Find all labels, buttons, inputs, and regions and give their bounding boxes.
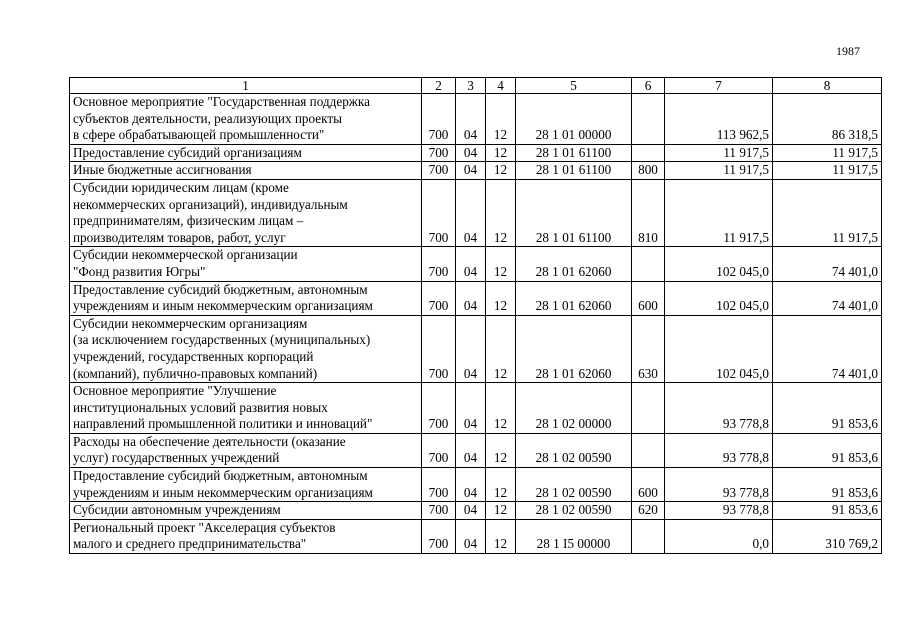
row-name-cell: Предоставление субсидий бюджетным, автономным учреждениям и иным некоммерческим организациям (70, 468, 422, 502)
section-code-cell: 04 (456, 519, 486, 553)
expense-type-cell (632, 144, 665, 162)
column-header: 5 (516, 78, 632, 94)
header-row (70, 78, 882, 94)
amount-col7-cell: 11 917,5 (665, 179, 773, 246)
row-name-cell: Предоставление субсидий организациям (70, 144, 422, 162)
column-header: 1 (70, 78, 422, 94)
amount-col7-cell: 102 045,0 (665, 315, 773, 382)
expense-type-cell (632, 247, 665, 281)
section-code-cell: 04 (456, 383, 486, 434)
section-code-cell: 04 (456, 502, 486, 520)
table-row (70, 144, 882, 162)
table-row (70, 433, 882, 467)
ministry-code-cell: 700 (422, 179, 456, 246)
row-name-cell: Субсидии автономным учреждениям (70, 502, 422, 520)
subsection-code-cell: 12 (486, 519, 516, 553)
expense-type-cell: 630 (632, 315, 665, 382)
amount-col8-cell: 11 917,5 (773, 162, 882, 180)
subsection-code-cell: 12 (486, 179, 516, 246)
column-header: 4 (486, 78, 516, 94)
table-row (70, 468, 882, 502)
expense-type-cell: 810 (632, 179, 665, 246)
subsection-code-cell: 12 (486, 468, 516, 502)
section-code-cell: 04 (456, 468, 486, 502)
amount-col8-cell: 310 769,2 (773, 519, 882, 553)
table-row (70, 502, 882, 520)
expense-type-cell (632, 383, 665, 434)
section-code-cell: 04 (456, 162, 486, 180)
target-article-cell: 28 1 01 61100 (516, 162, 632, 180)
table-row (70, 94, 882, 145)
section-code-cell: 04 (456, 433, 486, 467)
row-name-cell: Субсидии юридическим лицам (кроме некоммерческих организаций), индивидуальным предпринимателям, физическим лицам – производителям товаров, работ, услуг (70, 179, 422, 246)
amount-col7-cell: 93 778,8 (665, 502, 773, 520)
target-article-cell: 28 1 I5 00000 (516, 519, 632, 553)
target-article-cell: 28 1 02 00000 (516, 383, 632, 434)
subsection-code-cell: 12 (486, 281, 516, 315)
expense-type-cell (632, 433, 665, 467)
amount-col7-cell: 0,0 (665, 519, 773, 553)
table-row (70, 281, 882, 315)
row-name-cell: Субсидии некоммерческой организации "Фонд развития Югры" (70, 247, 422, 281)
target-article-cell: 28 1 01 61100 (516, 179, 632, 246)
row-name-cell: Основное мероприятие "Улучшение институциональных условий развития новых направлений промышленной политики и инноваций" (70, 383, 422, 434)
budget-table (69, 77, 882, 554)
expense-type-cell: 600 (632, 468, 665, 502)
column-header: 3 (456, 78, 486, 94)
section-code-cell: 04 (456, 179, 486, 246)
ministry-code-cell: 700 (422, 468, 456, 502)
target-article-cell: 28 1 02 00590 (516, 502, 632, 520)
column-header: 2 (422, 78, 456, 94)
amount-col8-cell: 91 853,6 (773, 468, 882, 502)
amount-col8-cell: 11 917,5 (773, 144, 882, 162)
expense-type-cell: 600 (632, 281, 665, 315)
amount-col7-cell: 93 778,8 (665, 468, 773, 502)
amount-col8-cell: 74 401,0 (773, 281, 882, 315)
section-code-cell: 04 (456, 247, 486, 281)
target-article-cell: 28 1 01 62060 (516, 281, 632, 315)
amount-col8-cell: 74 401,0 (773, 315, 882, 382)
row-name-cell: Основное мероприятие "Государственная поддержка субъектов деятельности, реализующих проекты в сфере обрабатывающей промышленности" (70, 94, 422, 145)
amount-col8-cell: 91 853,6 (773, 433, 882, 467)
row-name-cell: Предоставление субсидий бюджетным, автономным учреждениям и иным некоммерческим организациям (70, 281, 422, 315)
subsection-code-cell: 12 (486, 94, 516, 145)
expense-type-cell (632, 519, 665, 553)
expense-type-cell: 800 (632, 162, 665, 180)
row-name-cell: Региональный проект "Акселерация субъектов малого и среднего предпринимательства" (70, 519, 422, 553)
ministry-code-cell: 700 (422, 519, 456, 553)
section-code-cell: 04 (456, 144, 486, 162)
expense-type-cell: 620 (632, 502, 665, 520)
subsection-code-cell: 12 (486, 315, 516, 382)
subsection-code-cell: 12 (486, 383, 516, 434)
ministry-code-cell: 700 (422, 162, 456, 180)
ministry-code-cell: 700 (422, 94, 456, 145)
amount-col8-cell: 86 318,5 (773, 94, 882, 145)
amount-col8-cell: 11 917,5 (773, 179, 882, 246)
table-row (70, 162, 882, 180)
column-header: 6 (632, 78, 665, 94)
column-header: 8 (773, 78, 882, 94)
target-article-cell: 28 1 01 62060 (516, 315, 632, 382)
table-row (70, 519, 882, 553)
target-article-cell: 28 1 01 00000 (516, 94, 632, 145)
ministry-code-cell: 700 (422, 315, 456, 382)
amount-col7-cell: 93 778,8 (665, 383, 773, 434)
subsection-code-cell: 12 (486, 162, 516, 180)
subsection-code-cell: 12 (486, 247, 516, 281)
subsection-code-cell: 12 (486, 502, 516, 520)
amount-col7-cell: 113 962,5 (665, 94, 773, 145)
ministry-code-cell: 700 (422, 281, 456, 315)
table-row (70, 179, 882, 246)
target-article-cell: 28 1 02 00590 (516, 468, 632, 502)
row-name-cell: Иные бюджетные ассигнования (70, 162, 422, 180)
amount-col7-cell: 11 917,5 (665, 144, 773, 162)
column-header: 7 (665, 78, 773, 94)
table-row (70, 315, 882, 382)
amount-col8-cell: 91 853,6 (773, 383, 882, 434)
amount-col7-cell: 102 045,0 (665, 247, 773, 281)
target-article-cell: 28 1 01 62060 (516, 247, 632, 281)
ministry-code-cell: 700 (422, 433, 456, 467)
section-code-cell: 04 (456, 315, 486, 382)
target-article-cell: 28 1 02 00590 (516, 433, 632, 467)
ministry-code-cell: 700 (422, 383, 456, 434)
amount-col7-cell: 102 045,0 (665, 281, 773, 315)
row-name-cell: Расходы на обеспечение деятельности (оказание услуг) государственных учреждений (70, 433, 422, 467)
ministry-code-cell: 700 (422, 502, 456, 520)
amount-col8-cell: 91 853,6 (773, 502, 882, 520)
ministry-code-cell: 700 (422, 247, 456, 281)
amount-col8-cell: 74 401,0 (773, 247, 882, 281)
target-article-cell: 28 1 01 61100 (516, 144, 632, 162)
table-body (70, 94, 882, 554)
section-code-cell: 04 (456, 94, 486, 145)
amount-col7-cell: 93 778,8 (665, 433, 773, 467)
amount-col7-cell: 11 917,5 (665, 162, 773, 180)
ministry-code-cell: 700 (422, 144, 456, 162)
table-row (70, 247, 882, 281)
subsection-code-cell: 12 (486, 433, 516, 467)
page-number: 1987 (836, 44, 860, 58)
expense-type-cell (632, 94, 665, 145)
section-code-cell: 04 (456, 281, 486, 315)
subsection-code-cell: 12 (486, 144, 516, 162)
row-name-cell: Субсидии некоммерческим организациям (за исключением государственных (муниципальных) учреждений, государственных корпораций (компаний), публично-правовых компаний) (70, 315, 422, 382)
table-row (70, 383, 882, 434)
